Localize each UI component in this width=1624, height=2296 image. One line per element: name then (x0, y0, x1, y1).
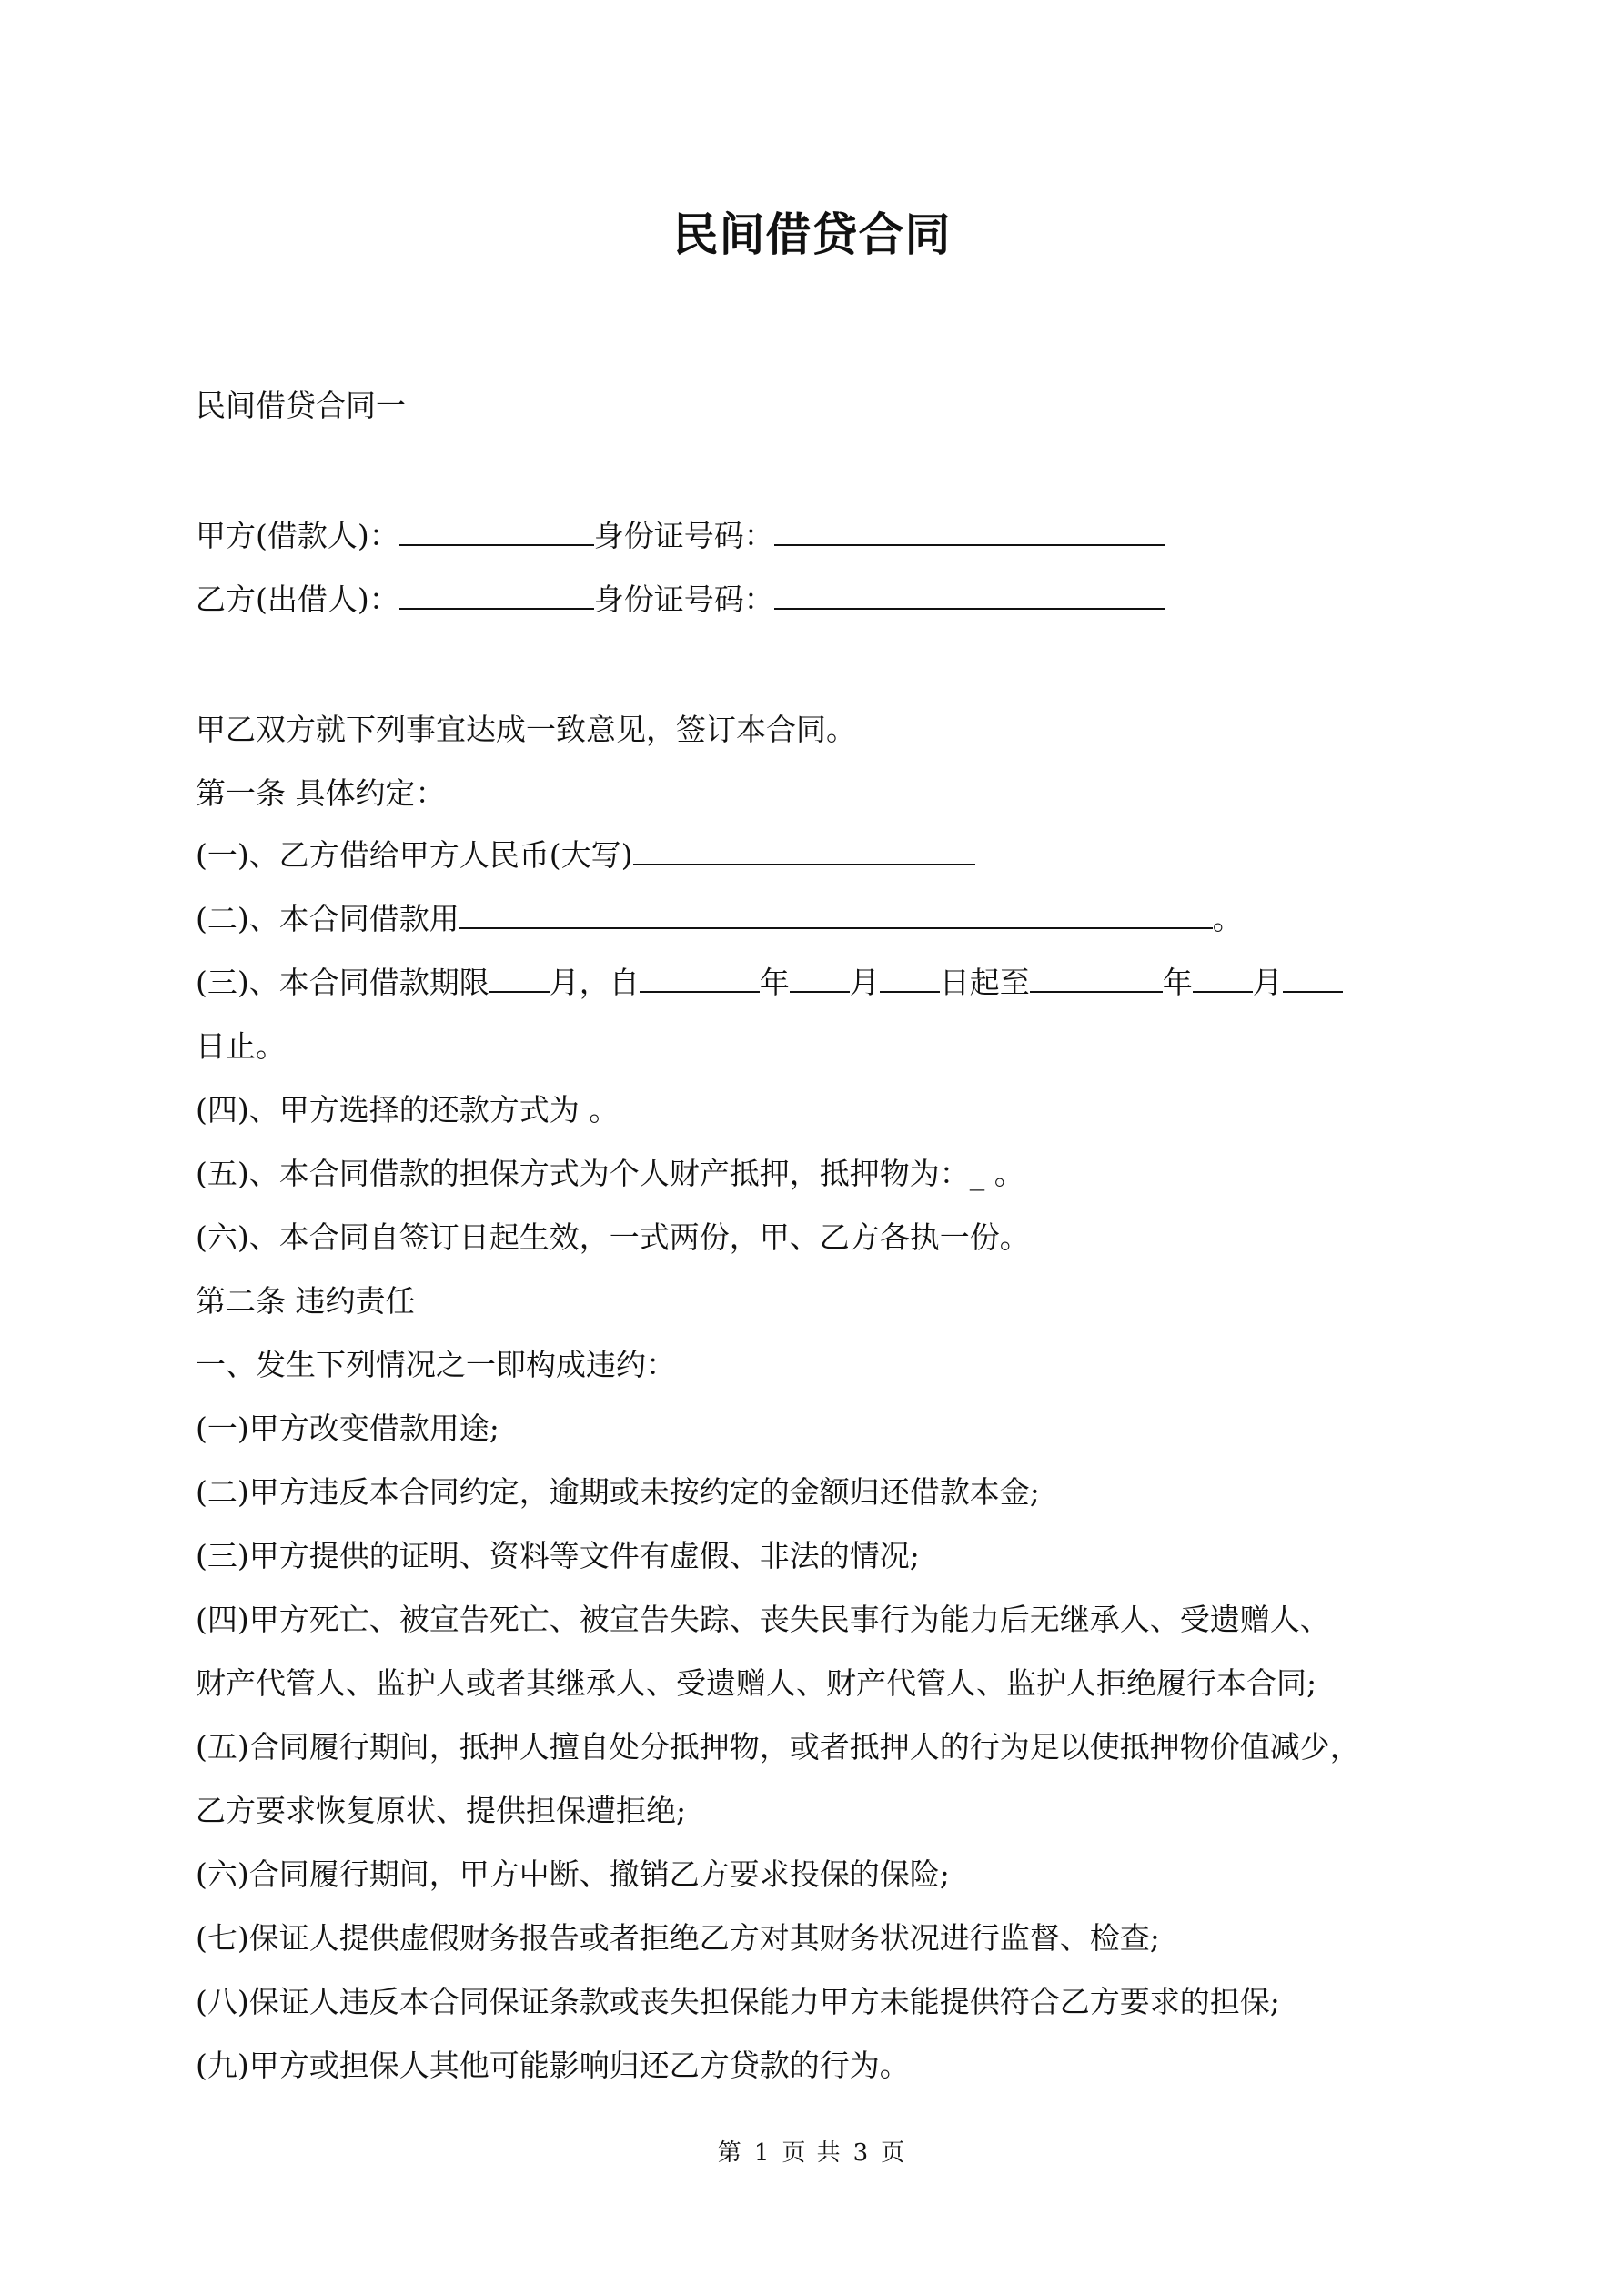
article-2-heading: 第二条 违约责任 (196, 1283, 416, 1319)
party-b-id-blank (774, 581, 1165, 610)
breach-item: (四)甲方死亡、被宣告死亡、被宣告失踪、丧失民事行为能力后无继承人、受遗赠人、 (196, 1602, 1330, 1637)
item-1 (196, 835, 975, 875)
start-month-label: 月 (849, 965, 880, 1000)
footer-suffix: 页 (881, 2139, 907, 2167)
party-a-name-blank (399, 517, 594, 546)
breach-item: (二)甲方违反本合同约定，逾期或未按约定的金额归还借款本金; (196, 1474, 1040, 1510)
breach-item: (七)保证人提供虚假财务报告或者拒绝乙方对其财务状况进行监督、检查; (196, 1920, 1160, 1956)
item-3-end: 日止。 (196, 1028, 286, 1064)
document-title: 民间借贷合同 (672, 208, 952, 261)
end-day-blank (1283, 964, 1343, 993)
party-b-id-label: 身份证号码： (593, 582, 774, 617)
footer-mid: 页 共 (782, 2139, 842, 2167)
page-footer (0, 2134, 1624, 2168)
item-2 (196, 899, 1243, 939)
item-1-text: (一)、乙方借给甲方人民币(大写) (196, 837, 633, 873)
item-5: (五)、本合同借款的担保方式为个人财产抵押，抵押物为：_ 。 (196, 1156, 1024, 1191)
article-1-heading: 第一条 具体约定： (196, 775, 446, 811)
page-number: 1 (753, 2139, 772, 2167)
start-month-blank (790, 964, 850, 993)
breach-item: (九)甲方或担保人其他可能影响归还乙方贷款的行为。 (196, 2048, 910, 2083)
party-b-name-blank (399, 581, 594, 610)
purpose-blank (459, 900, 1213, 929)
subtitle: 民间借贷合同一 (196, 388, 406, 423)
breach-item: 财产代管人、监护人或者其继承人、受遗赠人、财产代管人、监护人拒绝履行本合同; (196, 1665, 1317, 1701)
breach-intro: 一、发生下列情况之一即构成违约： (196, 1347, 676, 1382)
start-year-label: 年 (759, 965, 790, 1000)
item-3-from: 月，自 (549, 965, 640, 1000)
term-months-blank (489, 964, 550, 993)
end-month-blank (1193, 964, 1253, 993)
item-4: (四)、甲方选择的还款方式为 。 (196, 1092, 620, 1128)
item-2-end: 。 (1212, 901, 1243, 936)
end-year-blank (1030, 964, 1163, 993)
item-2-text: (二)、本合同借款用 (196, 901, 459, 936)
start-day-blank (880, 964, 940, 993)
item-3 (196, 963, 1343, 1003)
party-a-id-blank (774, 517, 1165, 546)
footer-prefix: 第 (717, 2139, 743, 2167)
breach-item: (三)甲方提供的证明、资料等文件有虚假、非法的情况; (196, 1538, 920, 1573)
party-b-label: 乙方(出借人)： (196, 582, 399, 617)
start-year-blank (640, 964, 760, 993)
item-6: (六)、本合同自签订日起生效，一式两份，甲、乙方各执一份。 (196, 1219, 1030, 1255)
breach-item: (八)保证人违反本合同保证条款或丧失担保能力甲方未能提供符合乙方要求的担保; (196, 1984, 1280, 2019)
item-3-text: (三)、本合同借款期限 (196, 965, 489, 1000)
party-a-label: 甲方(借款人)： (196, 518, 399, 553)
breach-item: (六)合同履行期间，甲方中断、撤销乙方要求投保的保险; (196, 1856, 950, 1892)
breach-item: (五)合同履行期间，抵押人擅自处分抵押物，或者抵押人的行为足以使抵押物价值减少， (196, 1729, 1360, 1765)
start-day-label: 日起至 (939, 965, 1030, 1000)
page-total: 3 (852, 2139, 871, 2167)
party-a-line (196, 516, 1165, 556)
end-year-label: 年 (1162, 965, 1193, 1000)
end-month-label: 月 (1252, 965, 1283, 1000)
breach-item: (一)甲方改变借款用途; (196, 1411, 499, 1446)
party-b-line (196, 580, 1165, 620)
amount-blank (633, 836, 975, 865)
breach-item: 乙方要求恢复原状、提供担保遭拒绝; (196, 1793, 687, 1828)
intro-paragraph: 甲乙双方就下列事宜达成一致意见，签订本合同。 (196, 712, 856, 747)
party-a-id-label: 身份证号码： (593, 518, 774, 553)
